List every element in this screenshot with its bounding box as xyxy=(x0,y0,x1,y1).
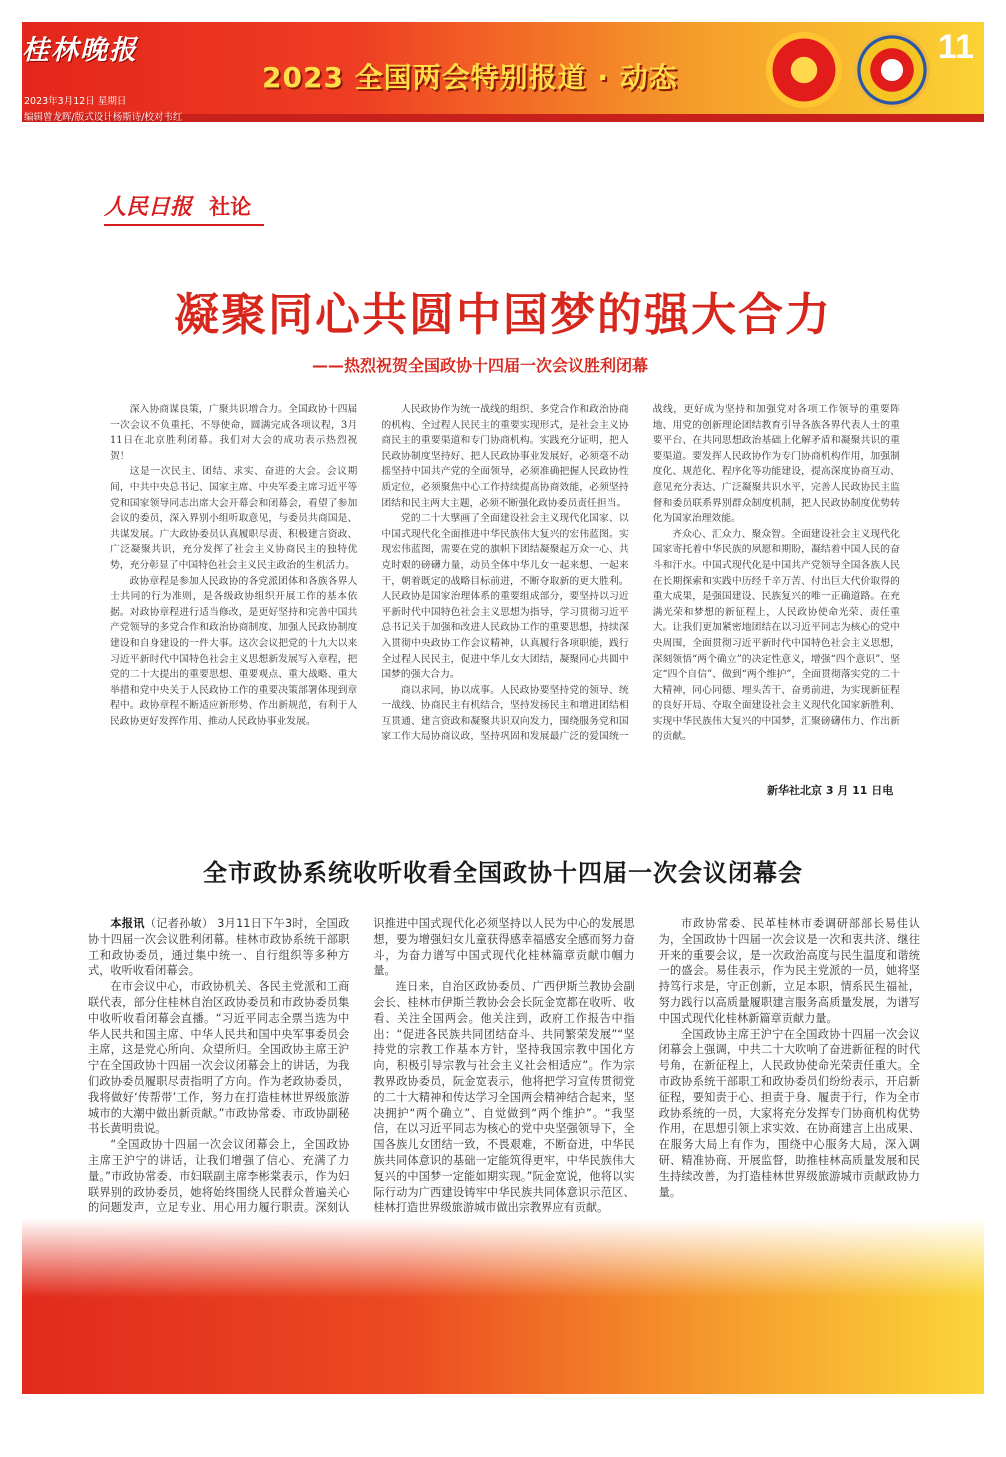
editorial-paragraph: 商以求同，协以成事。人民政协要坚持党的领导、统一战线、协商民主有机结合，坚持发扬民主和增进团结相互贯通、建言资政和凝聚共识双向发力，围绕服务党和国家工作大局协商议政，坚持巩固和发展最广泛的爱国统一战线，更好成为坚持和加强党对各项工作领导的重要阵地、用党的创新理论团结教育引导各族各界代表人士的重要平台、在共同思想政治基础上化解矛盾和凝聚共识的重要渠道。要发挥人民政协作为专门协商机构作用，加强制度化、规范化、程序化等功能建设，提高深度协商互动、意见充分表达、广泛凝聚共识水平，完善人民政协民主监督和委员联系界别群众制度机制，把人民政协制度优势转化为国家治理效能。 xyxy=(381,404,900,743)
editorial-paragraph: 党的二十大擘画了全面建设社会主义现代化国家、以中国式现代化全面推进中华民族伟大复兴的宏伟蓝图。实现宏伟蓝图，需要在党的旗帜下团结凝聚起万众一心、共克时艰的磅礴力量，动员全体中华儿女一起来想、一起来干，朝着既定的战略目标前进，不断夺取新的更大胜利。人民政协是国家治理体系的重要组成部分，要坚持以习近平新时代中国特色社会主义思想为指导，学习贯彻习近平总书记关于加强和改进人民政协工作的重要思想，持续深入贯彻中央政协工作会议精神，认真履行各项职能，践行全过程人民民主，促进中华儿女大团结，凝聚同心共圆中国梦的强大合力。 xyxy=(381,513,629,681)
article2-paragraph: 全国政协主席王沪宁在全国政协十四届一次会议闭幕会上强调，中共二十大吹响了奋进新征程的时代号角，在新征程上，人民政协使命光荣责任重大。全市政协系统干部职工和政协委员们纷纷表示，开启新征程，要知责于心、担责于身、履责于行，作为全市政协系统的一员，大家将充分发挥专门协商机构优势作用，在思想引领上求实效、在协商建言上出成果、在服务大局上有作为，围绕中心服务大局，深入调研、精准协商、开展监督，助推桂林高质量发展和民生持续改善，为打造桂林世界级旅游城市贡献政协力量。 xyxy=(658,1027,920,1199)
article2-lead-paragraph xyxy=(88,916,349,979)
editorial-dateline: 新华社北京 3 月 11 日电 xyxy=(767,784,894,797)
editorial-paragraph: 这是一次民主、团结、求实、奋进的大会。会议期间，中共中央总书记、国家主席、中央军委主席习近平等党和国家领导同志出席大会开幕会和闭幕会，看望了参加会议的委员，深入界别小组听取意见，与委员共商国是、共谋发展。广大政协委员认真履职尽责、积极建言资政、广泛凝聚共识，充分发挥了社会主义协商民主的独特优势，充分彰显了中国特色社会主义民主政治的生机活力。 xyxy=(110,466,358,571)
article2-headline: 全市政协系统收听收看全国政协十四届一次会议闭幕会 xyxy=(203,859,803,887)
page-header xyxy=(22,22,984,122)
article2-paragraph: “全国政协十四届一次会议闭幕会上，全国政协主席王沪宁的讲话，让我们增强了信心、充满了力量。”市政协常委、市妇联副主席李彬棠表示，作为妇联界别的政协委员，她将始终围绕人民群众普遍关心的问题发声，立足专业、用心用力履行职责。深刻认识推进中国式现代化必须坚持以人民为中心的发展思想，要为增强妇女儿童获得感幸福感安全感而努力奋斗，为奋力谱写中国式现代化桂林篇章贡献巾帼力量。 xyxy=(88,917,635,1215)
editorial-paragraph: 深入协商谋良策，广聚共识增合力。全国政协十四届一次会议不负重托、不辱使命，圆满完成各项议程，3月11日在北京胜利闭幕。我们对大会的成功表示热烈祝贺！ xyxy=(110,404,358,462)
article2-reporter: （记者孙敏） xyxy=(144,917,214,930)
article2-paragraph: 市政协常委、民革桂林市委调研部部长易佳认为，全国政协十四届一次会议是一次和衷共济、继往开来的重要会议，是一次政治高度与民生温度和谐统一的盛会。易佳表示，作为民主党派的一员，她将坚持笃行求是，守正创新，立足本职，情系民生福祉，努力践行以高质量履职建言服务高质量发展，为谱写中国式现代化桂林新篇章贡献力量。 xyxy=(658,917,920,1025)
article2-byline: 本报讯 xyxy=(110,917,145,930)
peoples-daily-logo: 人民日报 xyxy=(104,194,193,220)
article2-paragraph: 连日来，自治区政协委员、广西伊斯兰教协会副会长、桂林市伊斯兰教协会会长阮金宽都在收听、收看、关注全国两会。他关注到，政府工作报告中指出：“促进各民族共同团结奋斗、共同繁荣发展”“坚持党的宗教工作基本方针，坚持我国宗教中国化方向，积极引导宗教与社会主义社会相适应”。作为宗教界政协委员，阮金宽表示，他将把学习宣传贯彻党的二十大精神和传达学习全国两会精神结合起来，坚决拥护“两个确立”、自觉做到“两个维护”。“我坚信，在以习近平同志为核心的党中央坚强领导下，全国各族儿女团结一致，不畏艰难，不断奋进，中华民族共同体意识的基础一定能筑得更牢，中华民族伟大复兴的中国梦一定能如期实现。”阮金宽说，他将以实际行动为广西建设铸牢中华民族共同体意识示范区、桂林打造世界级旅游城市做出宗教界应有贡献。 xyxy=(373,980,635,1215)
national-emblem-icon xyxy=(766,32,842,108)
editorial-subhead: ——热烈祝贺全国政协十四届一次会议胜利闭幕 xyxy=(312,356,649,375)
editorial-headline: 凝聚同心共圆中国梦的强大合力 xyxy=(173,288,832,341)
page-number: 11 xyxy=(938,28,974,66)
article2-paragraph: 在市会议中心，市政协机关、各民主党派和工商联代表，部分住桂林自治区政协委员和市政协委员集中收听收看闭幕会直播。“习近平同志全票当选为中华人民共和国主席、中华人民共和国中央军事委员会主席，这是党心所向、众望所归。全国政协主席王沪宁在全国政协十四届一次会议闭幕会上的讲话，为我们政协委员履职尽责指明了方向。作为老政协委员，我将做好‘传帮带’工作，努力在打造桂林世界级旅游城市的大潮中做出新贡献。”市政协常委、市政协副秘书长黄明贵说。 xyxy=(88,980,350,1136)
editor-credits: 编辑曾龙晖/版式设计杨斯诗/校对韦红 xyxy=(24,112,183,123)
masthead-logo: 桂林晚报 xyxy=(22,35,138,66)
special-report-title: 2023 全国两会特别报道 · 动态 xyxy=(262,61,678,94)
editorial-body xyxy=(110,402,900,764)
editorial-tag xyxy=(104,190,251,221)
tag-underline xyxy=(104,224,264,226)
editorial-paragraph: 政协章程是参加人民政协的各党派团体和各族各界人士共同的行为准则，是各级政协组织开展工作的基本依据。对政协章程进行适当修改，是更好坚持和完善中国共产党领导的多党合作和政治协商制度、加强人民政协制度建设和自身建设的一件大事。这次会议把党的十九大以来习近平新时代中国特色社会主义思想新发展写入章程，把党的二十大提出的重要思想、重要观点、重大战略、重大举措和党中央关于人民政协工作的重要决策部署体现到章程中。政协章程不断适应新形势、作出新规范，有利于人民政协更好发挥作用、推动人民政协事业发展。 xyxy=(110,575,358,727)
article2-lead: 3月11日下午3时，全国政协十四届一次会议胜利闭幕。桂林市政协系统干部职工和政协委员，通过集中统一、自行组织等多种方式，收听收看闭幕会。 xyxy=(88,917,350,978)
editorial-paragraph: 齐众心、汇众力、聚众智。全面建设社会主义现代化国家寄托着中华民族的夙愿和期盼，凝结着中国人民的奋斗和汗水。中国式现代化是中国共产党领导全国各族人民在长期探索和实践中历经千辛万苦、付出巨大代价取得的重大成果，是强国建设、民族复兴的唯一正确道路。在充满光荣和梦想的新征程上，人民政协使命光荣、责任重大。让我们更加紧密地团结在以习近平同志为核心的党中央周围，全面贯彻习近平新时代中国特色社会主义思想，深刻领悟“两个确立”的决定性意义，增强“四个意识”、坚定“四个自信”、做到“两个维护”，全面贯彻落实党的二十大精神，同心同德、埋头苦干、奋勇前进，为实现新征程的良好开局、夺取全面建设社会主义现代化国家新胜利、实现中华民族伟大复兴的中国梦，汇聚磅礴伟力、作出新的贡献。 xyxy=(652,528,900,743)
cppcc-emblem-icon xyxy=(854,32,930,108)
section-label: 社论 xyxy=(209,194,252,219)
issue-date: 2023年3月12日 星期日 xyxy=(24,96,127,107)
editorial-paragraph: 人民政协作为统一战线的组织、多党合作和政治协商的机构、全过程人民民主的重要实现形式，是社会主义协商民主的重要渠道和专门协商机构。实践充分证明，把人民政协制度坚持好、把人民政协事业发展好，必须毫不动摇坚持中国共产党的全面领导，必须准确把握人民政协性质定位，必须聚焦中心工作持续提高协商效能，必须坚持团结和民主两大主题，必须不断强化政协委员责任担当。 xyxy=(381,404,629,509)
footer-fade xyxy=(22,1218,984,1298)
